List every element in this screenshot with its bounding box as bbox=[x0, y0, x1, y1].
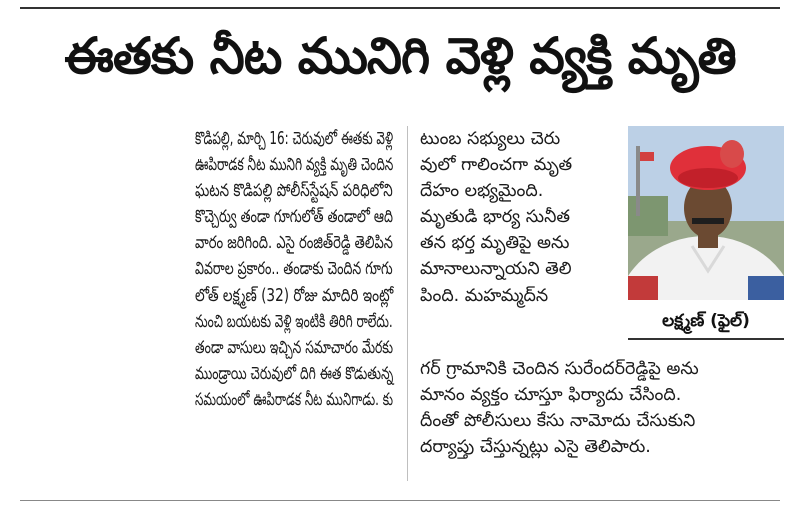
right-column-bottom-line: దర్యాప్తు చేస్తున్నట్లు ఎసై తెలిపారు. bbox=[420, 437, 651, 458]
left-column-line: కొచ్చెర్వు తండా గూగులోత్ తండాలో ఆది bbox=[195, 207, 394, 228]
left-column-line: ముండ్రాయి చెరువులో దిగి ఈత కొడుతున్న bbox=[195, 363, 394, 384]
left-column-line: వివరాల ప్రకారం.. తండాకు చెందిన గూగు bbox=[195, 259, 393, 280]
right-column-top-line: టుంబ సభ్యులు చెరు bbox=[420, 129, 561, 149]
left-column-line: లోత్ లక్ష్మణ్ (32) రోజు మాదిరి ఇంట్లో bbox=[195, 285, 394, 306]
left-column-line: వారం జరిగింది. ఎసై రంజిత్‌రెడ్డి తెలిపిన bbox=[195, 233, 393, 254]
right-column-top-line: తన భర్త మృతిపై అను bbox=[420, 233, 570, 254]
column-divider bbox=[407, 126, 408, 481]
left-column-line: ఊపిరాడక నీట మునిగి వ్యక్తి మృతి చెందిన bbox=[195, 155, 394, 176]
left-column-line: నుంచి బయటకు వెళ్లి ఇంటికి తిరిగి రాలేదు. bbox=[195, 311, 393, 332]
right-column-top-line: వులో గాలించగా మృత bbox=[420, 155, 573, 176]
left-column-line: సమయంలో ఊపిరాడక నీట మునిగాడు. కు bbox=[195, 389, 394, 410]
left-column-line: కొడిపల్లి, మార్చి 16: చెరువులో ఈతకు వెళ్లి bbox=[195, 129, 394, 149]
right-column-bottom-line: మానం వ్యక్తం చూస్తూ ఫిర్యాదు చేసింది. bbox=[420, 385, 682, 406]
right-column-bottom-line: దీంతో పోలీసులు కేసు నామోదు చేసుకుని bbox=[420, 411, 696, 432]
photo-caption: లక్ష్మణ్ (ఫైల్) bbox=[628, 304, 784, 340]
right-column-top-line: దేహం లభ్యమైంది. bbox=[420, 181, 544, 202]
left-column-line: తండా వాసులు ఇచ్చిన సమాచారం మేరకు bbox=[195, 337, 394, 358]
person-photo-image bbox=[628, 126, 784, 300]
left-column-line: ఘటన కొడిపల్లి పోలీస్‌స్టేషన్ పరిధిలోని bbox=[195, 181, 393, 202]
right-column-top-line: మానాలున్నాయని తెలి bbox=[420, 259, 572, 280]
headline: ఈతకు నీట మునిగి వెళ్లి వ్యక్తి మృతి bbox=[64, 27, 736, 85]
bottom-rule bbox=[20, 500, 780, 501]
top-rule bbox=[20, 7, 780, 9]
article-left-column bbox=[195, 126, 393, 413]
article-right-column-bottom bbox=[420, 356, 780, 460]
right-column-bottom-line: గర్ గ్రామానికి చెందిన సురేందర్‌రెడ్డిపై అను bbox=[420, 359, 699, 379]
article-right-column-top bbox=[420, 126, 618, 309]
right-column-top-line: పింది. మహమ్మద్‌న bbox=[420, 285, 549, 306]
person-photo bbox=[628, 126, 784, 300]
right-column-top-line: మృతుడి భార్య సునీత bbox=[420, 207, 570, 228]
